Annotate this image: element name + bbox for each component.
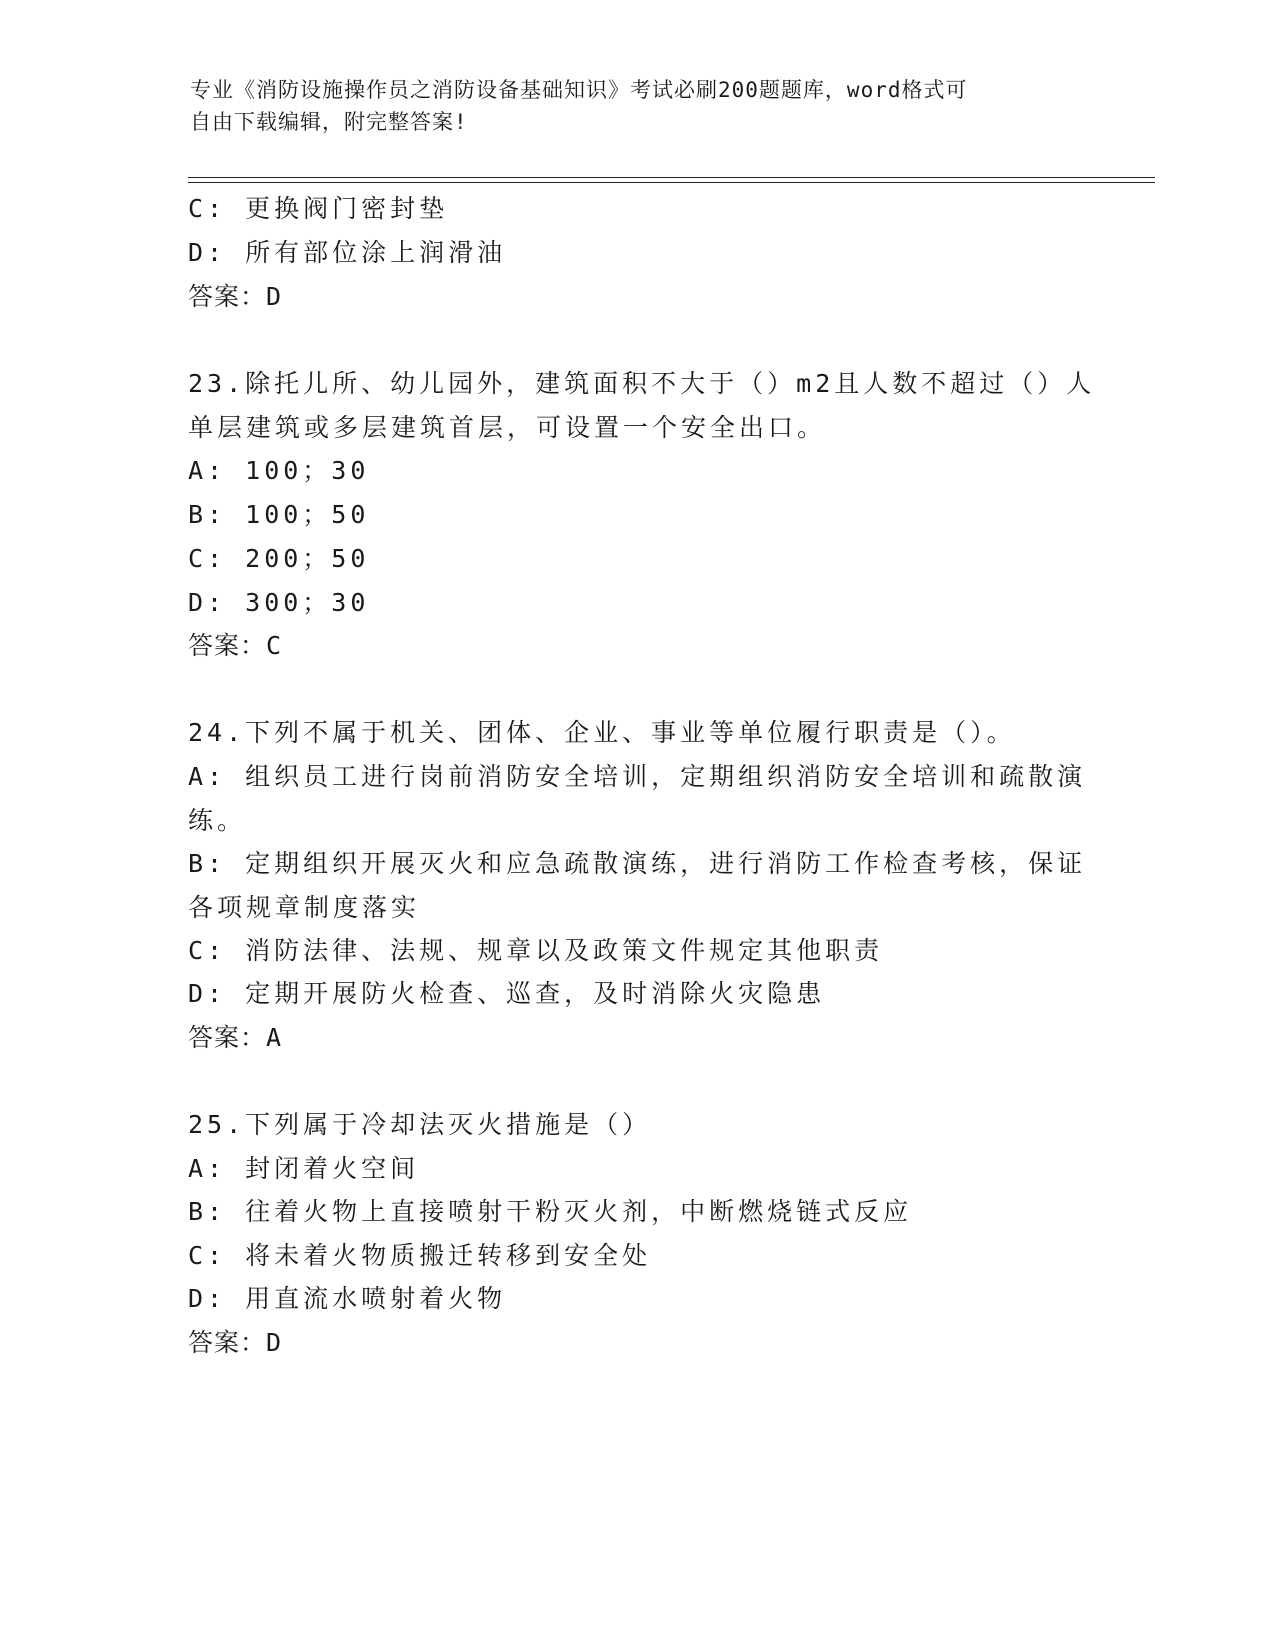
answer: 答案：D — [188, 282, 283, 311]
question-23-option-d: D: 300；30 — [188, 588, 370, 617]
question-25-stem: 25.下列属于冷却法灭火措施是（） — [188, 1110, 652, 1139]
question-25-option-a: A: 封闭着火空间 — [188, 1154, 420, 1183]
header-line-1: 专业《消防设施操作员之消防设备基础知识》考试必刷200题题库，word格式可 — [190, 78, 968, 102]
option-c: C: 更换阀门密封垫 — [188, 194, 449, 223]
header-divider-top — [188, 177, 1155, 178]
question-24-option-a-line-1: A: 组织员工进行岗前消防安全培训，定期组织消防安全培训和疏散演 — [188, 762, 1087, 791]
question-25-option-c: C: 将未着火物质搬迁转移到安全处 — [188, 1241, 652, 1270]
question-24-option-b-line-2: 各项规章制度落实 — [188, 893, 421, 922]
question-24-option-b-line-1: B: 定期组织开展灭火和应急疏散演练，进行消防工作检查考核，保证 — [188, 849, 1087, 878]
question-24-option-d: D: 定期开展防火检查、巡查，及时消除火灾隐患 — [188, 979, 826, 1008]
question-24-stem: 24.下列不属于机关、团体、企业、事业等单位履行职责是（）。 — [188, 718, 1016, 747]
document-header — [190, 74, 1090, 138]
question-23-stem-line-1: 23.除托儿所、幼儿园外，建筑面积不大于（）m2且人数不超过（）人 — [188, 369, 1096, 398]
header-line-2: 自由下载编辑，附完整答案! — [190, 110, 468, 134]
question-25-option-b: B: 往着火物上直接喷射干粉灭火剂，中断燃烧链式反应 — [188, 1197, 913, 1226]
question-23-answer: 答案：C — [188, 631, 283, 660]
question-23-option-c: C: 200；50 — [188, 544, 370, 573]
question-25-answer: 答案：D — [188, 1328, 283, 1357]
question-23-stem-line-2: 单层建筑或多层建筑首层，可设置一个安全出口。 — [188, 413, 827, 442]
question-23-option-b: B: 100；50 — [188, 500, 370, 529]
question-24-option-c: C: 消防法律、法规、规章以及政策文件规定其他职责 — [188, 936, 884, 965]
question-24-option-a-line-2: 练。 — [188, 806, 247, 835]
option-d: D: 所有部位涂上润滑油 — [188, 238, 507, 267]
question-24-answer: 答案：A — [188, 1023, 283, 1052]
question-25-option-d: D: 用直流水喷射着火物 — [188, 1284, 507, 1313]
header-divider-bottom — [188, 182, 1155, 183]
question-23-option-a: A: 100；30 — [188, 456, 370, 485]
